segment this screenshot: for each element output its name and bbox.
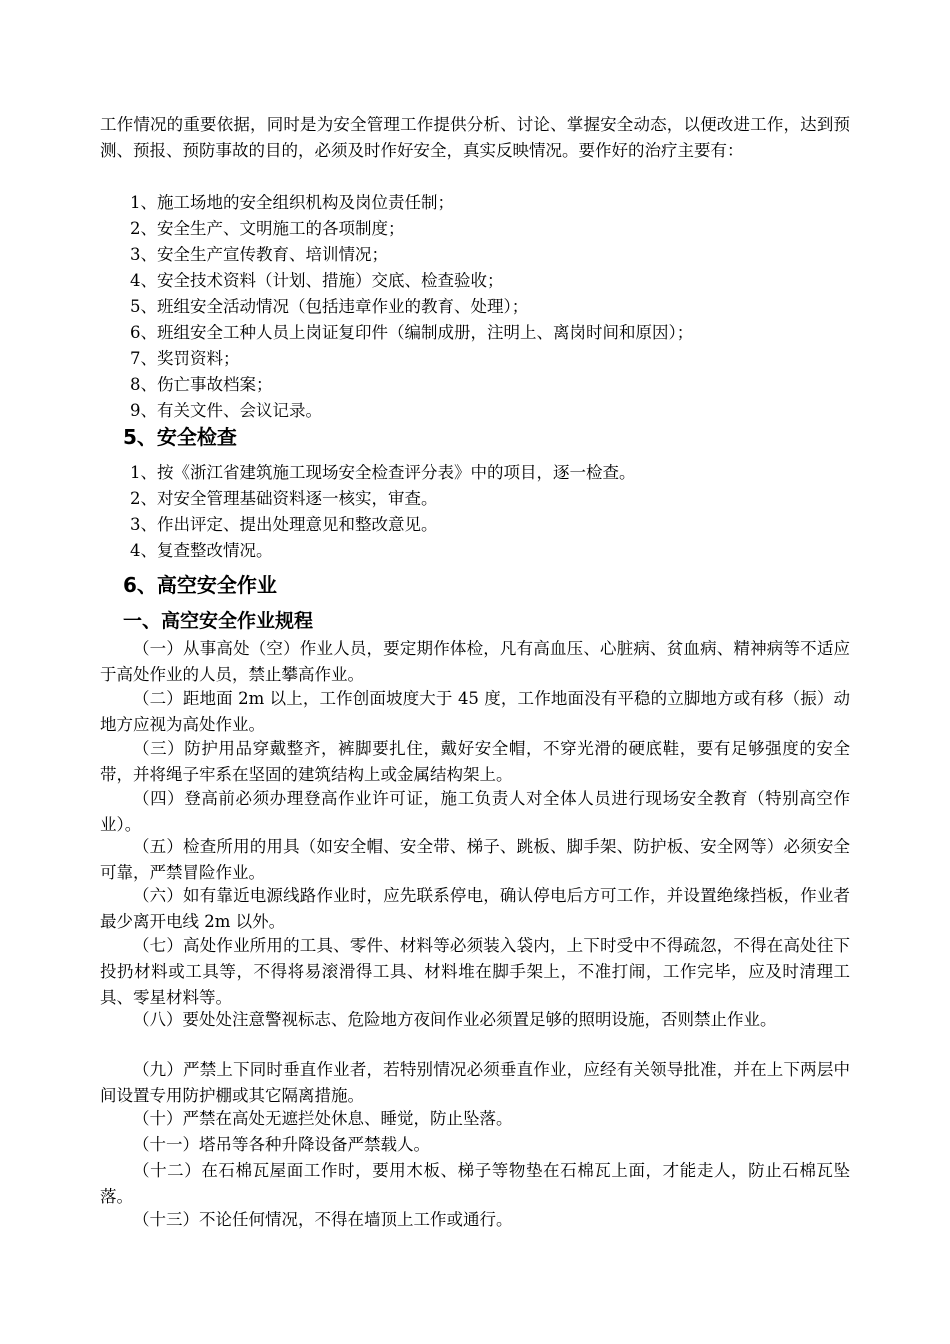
- records-list-item: 2、安全生产、文明施工的各项制度；: [130, 219, 405, 238]
- regulation-paragraph: （三）防护用品穿戴整齐，裤脚要扎住，戴好安全帽，不穿光滑的硬底鞋，要有足够强度的安全带，并将绳子牢系在坚固的建筑结构上或金属结构架上。: [100, 739, 850, 784]
- regulation-paragraph: （四）登高前必须办理登高作业许可证，施工负责人对全体人员进行现场安全教育（特别高空作业）。: [100, 789, 850, 834]
- regulation-paragraph: （五）检查所用的用具（如安全帽、安全带、梯子、跳板、脚手架、防护板、安全网等）必须安全可靠，严禁冒险作业。: [100, 837, 850, 882]
- inspection-list-item: 4、复查整改情况。: [130, 541, 273, 560]
- records-list-item: 8、伤亡事故档案；: [130, 375, 273, 394]
- subsection-heading-regulations: 一、高空安全作业规程: [123, 610, 314, 632]
- regulation-paragraph: （十二）在石棉瓦屋面工作时，要用木板、梯子等物垫在石棉瓦上面，才能走人，防止石棉瓦坠落。: [100, 1161, 850, 1206]
- inspection-list-item: 2、对安全管理基础资料逐一核实，审查。: [130, 489, 438, 508]
- regulation-paragraph: （一）从事高处（空）作业人员，要定期作体检，凡有高血压、心脏病、贫血病、精神病等不适应于高处作业的人员，禁止攀高作业。: [100, 639, 850, 684]
- records-list-item: 4、安全技术资料（计划、措施）交底、检查验收；: [130, 271, 504, 290]
- records-list-item: 6、班组安全工种人员上岗证复印件（编制成册，注明上、离岗时间和原因）；: [130, 323, 694, 342]
- regulation-paragraph: （九）严禁上下同时垂直作业者，若特别情况必须垂直作业，应经有关领导批准，并在上下两层中间设置专用防护棚或其它隔离措施。: [100, 1060, 850, 1105]
- inspection-list-item: 1、按《浙江省建筑施工现场安全检查评分表》中的项目，逐一检查。: [130, 463, 636, 482]
- regulation-paragraph: （八）要处处注意警视标志、危险地方夜间作业必须置足够的照明设施，否则禁止作业。: [133, 1010, 777, 1029]
- regulation-paragraph: （十）严禁在高处无遮拦处休息、睡觉，防止坠落。: [133, 1109, 513, 1128]
- regulation-paragraph: （六）如有靠近电源线路作业时，应先联系停电，确认停电后方可工作，并设置绝缘挡板，作业者最少离开电线 2m 以外。: [100, 886, 850, 931]
- records-list-item: 7、奖罚资料；: [130, 349, 240, 368]
- records-list-item: 1、施工场地的安全组织机构及岗位责任制；: [130, 193, 454, 212]
- section-heading-high-altitude: 6、高空安全作业: [123, 573, 277, 597]
- inspection-list-item: 3、作出评定、提出处理意见和整改意见。: [130, 515, 438, 534]
- records-list-item: 5、班组安全活动情况（包括违章作业的教育、处理）；: [130, 297, 529, 316]
- regulation-paragraph: （十三）不论任何情况，不得在墙顶上工作或通行。: [133, 1210, 513, 1229]
- regulation-paragraph: （二）距地面 2m 以上，工作创面坡度大于 45 度，工作地面没有平稳的立脚地方或有移（振）动地方应视为高处作业。: [100, 689, 850, 734]
- regulation-paragraph: （七）高处作业所用的工具、零件、材料等必须装入袋内，上下时受中不得疏忽，不得在高处往下投扔材料或工具等，不得将易滚滑得工具、材料堆在脚手架上，不准打闹，工作完毕，应及时清理工具、零星材料等。: [100, 936, 850, 1007]
- section-heading-safety-inspection: 5、安全检查: [123, 425, 237, 449]
- records-list-item: 3、安全生产宣传教育、培训情况；: [130, 245, 388, 264]
- regulation-paragraph: （十一）塔吊等各种升降设备严禁载人。: [133, 1135, 430, 1154]
- records-list-item: 9、有关文件、会议记录。: [130, 401, 322, 420]
- intro-paragraph: 工作情况的重要依据，同时是为安全管理工作提供分析、讨论、掌握安全动态，以便改进工作，达到预测、预报、预防事故的目的，必须及时作好安全，真实反映情况。要作好的治疗主要有：: [100, 115, 850, 160]
